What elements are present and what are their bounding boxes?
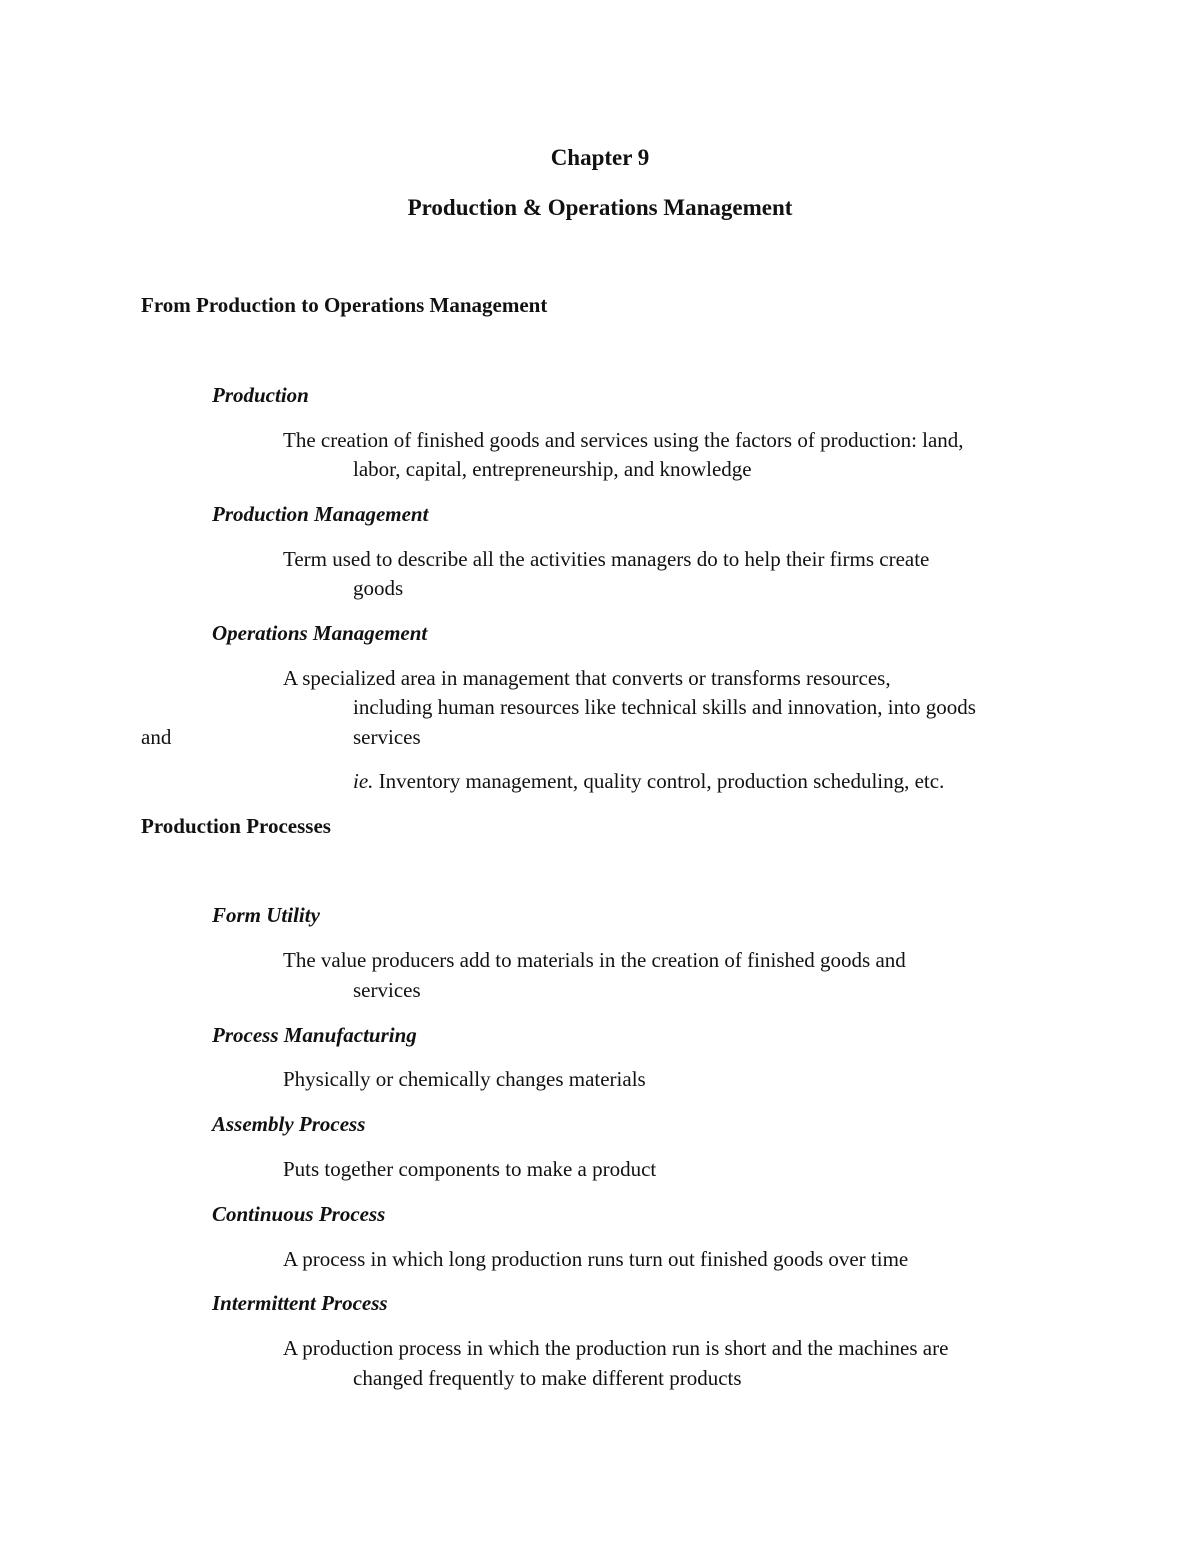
term-process-manufacturing: Process Manufacturing	[212, 1023, 417, 1047]
term-assembly-process: Assembly Process	[212, 1112, 366, 1136]
definition-production-management-line1: Term used to describe all the activities managers do to help their firms create	[283, 547, 930, 571]
stray-word-and: and	[141, 725, 172, 749]
definition-production-line1: The creation of finished goods and services using the factors of production: land,	[283, 428, 964, 452]
definition-intermittent-process-line2: changed frequently to make different products	[353, 1366, 742, 1390]
term-intermittent-process: Intermittent Process	[212, 1291, 388, 1315]
example-text: Inventory management, quality control, production scheduling, etc.	[373, 769, 945, 793]
chapter-heading: Chapter 9	[550, 145, 650, 170]
definition-form-utility-line2: services	[353, 978, 421, 1002]
definition-production-management-line2: goods	[353, 576, 404, 600]
definition-form-utility-line1: The value producers add to materials in the creation of finished goods and	[283, 948, 906, 972]
term-production-management: Production Management	[212, 502, 429, 526]
example-operations-management	[353, 766, 944, 796]
definition-intermittent-process-line1: A production process in which the production run is short and the machines are	[283, 1336, 949, 1360]
term-operations-management: Operations Management	[212, 621, 428, 645]
example-prefix: ie.	[353, 769, 374, 793]
definition-operations-management-line2: including human resources like technical skills and innovation, into goods	[353, 695, 976, 719]
term-production: Production	[212, 383, 309, 407]
document-title: Production & Operations Management	[407, 195, 793, 220]
definition-continuous-process: A process in which long production runs turn out finished goods over time	[283, 1247, 909, 1271]
definition-operations-management-line3: services	[353, 725, 421, 749]
term-continuous-process: Continuous Process	[212, 1202, 386, 1226]
term-form-utility: Form Utility	[212, 903, 320, 927]
section-heading-processes: Production Processes	[141, 814, 331, 838]
definition-process-manufacturing: Physically or chemically changes materials	[283, 1067, 646, 1091]
definition-operations-management-line1: A specialized area in management that converts or transforms resources,	[283, 666, 891, 690]
definition-assembly-process: Puts together components to make a product	[283, 1157, 657, 1181]
section-heading-operations: From Production to Operations Management	[141, 293, 548, 317]
definition-production-line2: labor, capital, entrepreneurship, and knowledge	[353, 457, 752, 481]
